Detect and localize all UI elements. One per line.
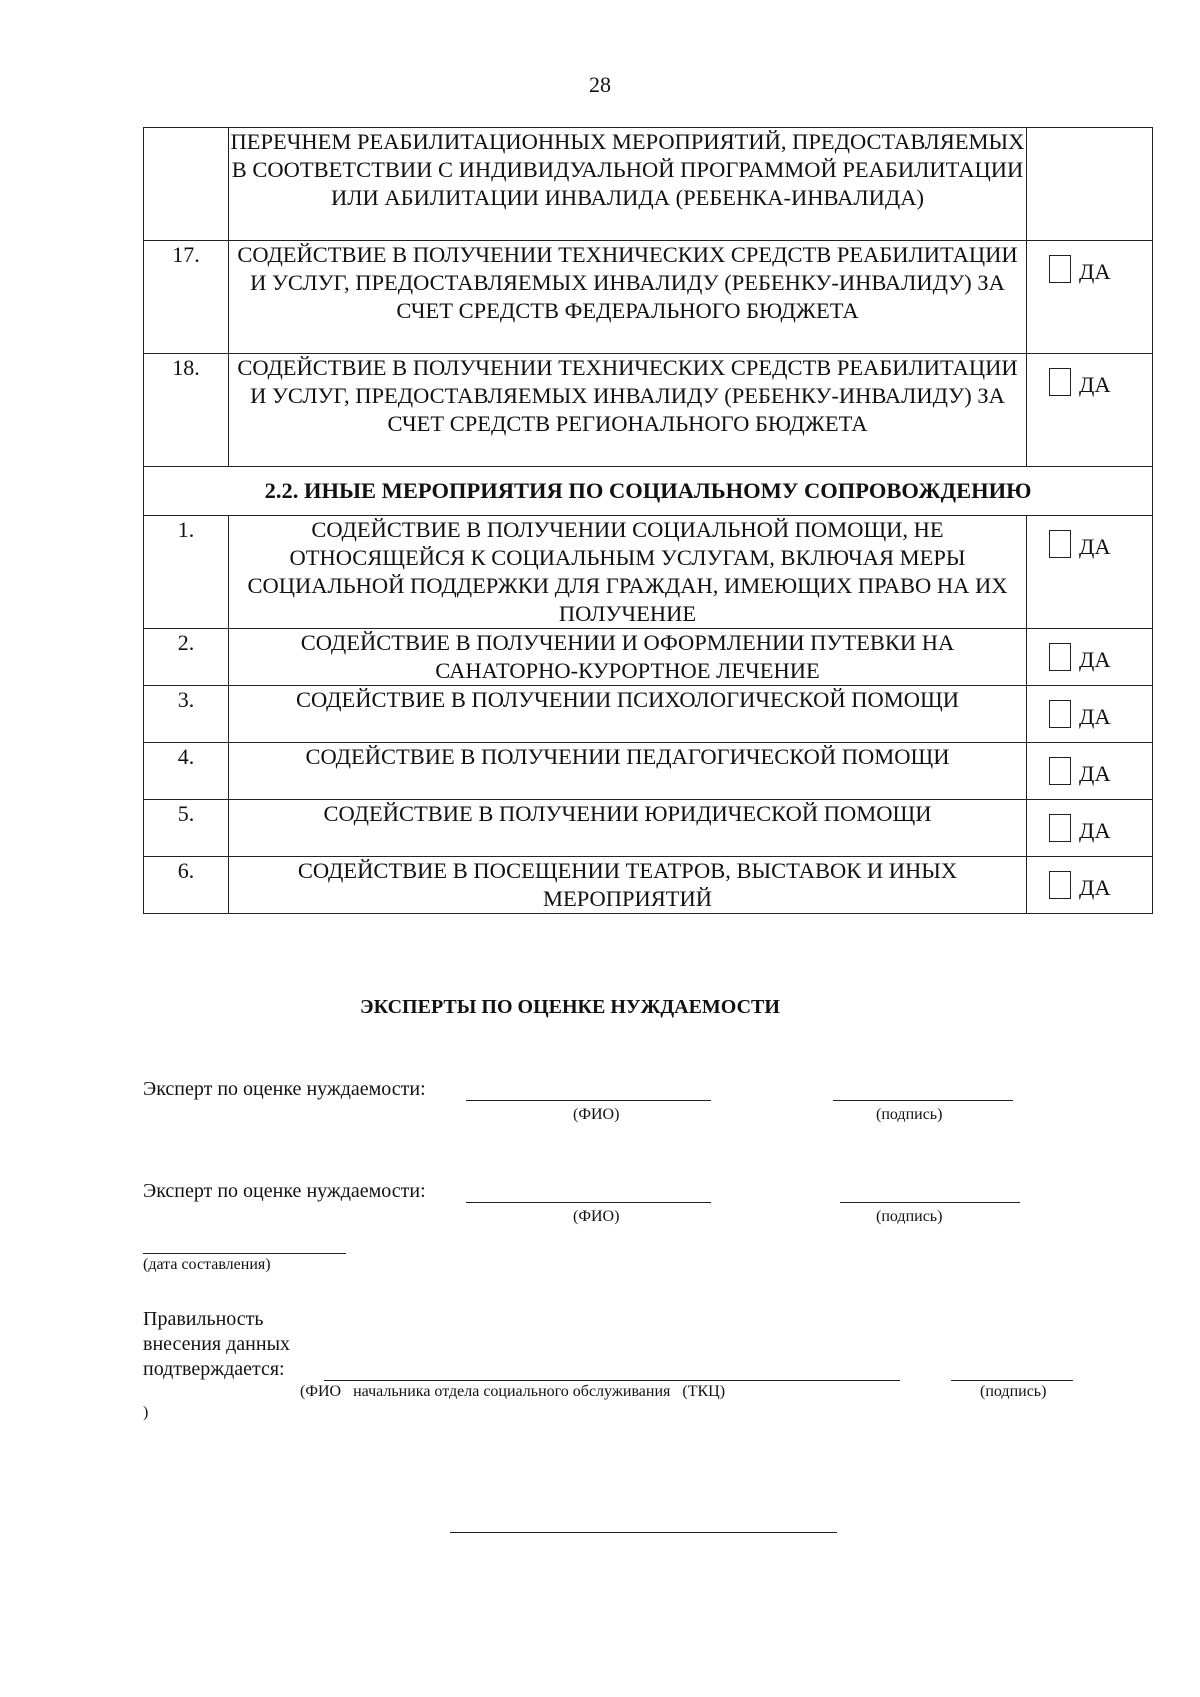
fio-caption-2: (ФИО) [573, 1208, 620, 1225]
yes-label: ДА [1079, 372, 1111, 397]
row-text: ПЕРЕЧНЕМ РЕАБИЛИТАЦИОННЫХ МЕРОПРИЯТИЙ, ПРЕДОСТАВЛЯЕМЫХ В СООТВЕТСТВИИ С ИНДИВИДУАЛЬНОЙ ПРОГРАММОЙ РЕАБИЛИТАЦИИ ИЛИ АБИЛИТАЦИИ ИНВАЛИДА (РЕБЕНКА-ИНВАЛИДА) [229, 128, 1027, 241]
row-text: СОДЕЙСТВИЕ В ПОЛУЧЕНИИ ПЕДАГОГИЧЕСКОЙ ПОМОЩИ [229, 743, 1027, 800]
yes-label: ДА [1079, 875, 1111, 900]
row-text: СОДЕЙСТВИЕ В ПОЛУЧЕНИИ ТЕХНИЧЕСКИХ СРЕДСТВ РЕАБИЛИТАЦИИ И УСЛУГ, ПРЕДОСТАВЛЯЕМЫХ ИНВАЛИДУ (РЕБЕНКУ-ИНВАЛИДУ) ЗА СЧЕТ СРЕДСТВ ФЕДЕРАЛЬНОГО БЮДЖЕТА [229, 241, 1027, 354]
date-caption: (дата составления) [143, 1256, 271, 1273]
row-number: 3. [144, 686, 229, 743]
yes-label: ДА [1079, 761, 1111, 786]
checkbox[interactable] [1049, 368, 1071, 396]
closing-paren: ) [143, 1404, 149, 1421]
table-row [144, 743, 1153, 800]
expert-label-2: Эксперт по оценке нуждаемости: [143, 1180, 426, 1202]
yes-label: ДА [1079, 818, 1111, 843]
checkbox[interactable] [1049, 814, 1071, 842]
table-row [144, 241, 1153, 354]
row-number: 18. [144, 354, 229, 467]
signature-line-1[interactable] [833, 1100, 1013, 1101]
chief-signature-caption: (подпись) [980, 1383, 1047, 1400]
date-line[interactable] [143, 1253, 346, 1254]
fio-caption-1: (ФИО) [573, 1106, 620, 1123]
empty-cell [1027, 128, 1153, 241]
chief-caption: (ФИО начальника отдела социального обслуживания (ТКЦ) [300, 1383, 726, 1400]
chief-signature-line[interactable] [951, 1380, 1073, 1381]
chief-fio-line[interactable] [324, 1380, 900, 1381]
signature-line-2[interactable] [840, 1202, 1020, 1203]
row-text: СОДЕЙСТВИЕ В ПОЛУЧЕНИИ ЮРИДИЧЕСКОЙ ПОМОЩИ [229, 800, 1027, 857]
table-row [144, 857, 1153, 914]
checkbox[interactable] [1049, 757, 1071, 785]
signature-caption-1: (подпись) [876, 1106, 943, 1123]
checkbox[interactable] [1049, 530, 1071, 558]
experts-title: ЭКСПЕРТЫ ПО ОЦЕНКЕ НУЖДАЕМОСТИ [360, 996, 780, 1018]
table-row [144, 516, 1153, 629]
yes-label: ДА [1079, 704, 1111, 729]
row-number: 5. [144, 800, 229, 857]
yes-label: ДА [1079, 534, 1111, 559]
services-table [143, 127, 1153, 914]
page-number: 28 [589, 72, 611, 97]
bottom-separator [450, 1532, 837, 1533]
row-number: 2. [144, 629, 229, 686]
row-number: 17. [144, 241, 229, 354]
signature-caption-2: (подпись) [876, 1208, 943, 1225]
row-number: 4. [144, 743, 229, 800]
confirm-line-2: внесения данных [143, 1333, 291, 1355]
row-text: СОДЕЙСТВИЕ В ПОЛУЧЕНИИ И ОФОРМЛЕНИИ ПУТЕВКИ НА САНАТОРНО-КУРОРТНОЕ ЛЕЧЕНИЕ [229, 629, 1027, 686]
section-row [144, 467, 1153, 516]
checkbox[interactable] [1049, 643, 1071, 671]
fio-line-2[interactable] [466, 1202, 711, 1203]
table-row [144, 354, 1153, 467]
section-title: 2.2. ИНЫЕ МЕРОПРИЯТИЯ ПО СОЦИАЛЬНОМУ СОПРОВОЖДЕНИЮ [144, 467, 1153, 516]
table-row [144, 629, 1153, 686]
row-text: СОДЕЙСТВИЕ В ПОЛУЧЕНИИ СОЦИАЛЬНОЙ ПОМОЩИ, НЕ ОТНОСЯЩЕЙСЯ К СОЦИАЛЬНЫМ УСЛУГАМ, ВКЛЮЧАЯ МЕРЫ СОЦИАЛЬНОЙ ПОДДЕРЖКИ ДЛЯ ГРАЖДАН, ИМЕЮЩИХ ПРАВО НА ИХ ПОЛУЧЕНИЕ [229, 516, 1027, 629]
checkbox[interactable] [1049, 871, 1071, 899]
row-text: СОДЕЙСТВИЕ В ПОЛУЧЕНИИ ПСИХОЛОГИЧЕСКОЙ ПОМОЩИ [229, 686, 1027, 743]
checkbox[interactable] [1049, 700, 1071, 728]
yes-label: ДА [1079, 259, 1111, 284]
table-row [144, 686, 1153, 743]
row-number: 1. [144, 516, 229, 629]
yes-label: ДА [1079, 647, 1111, 672]
table-row [144, 128, 1153, 241]
confirm-line-1: Правильность [143, 1308, 264, 1330]
fio-line-1[interactable] [466, 1100, 711, 1101]
row-text: СОДЕЙСТВИЕ В ПОЛУЧЕНИИ ТЕХНИЧЕСКИХ СРЕДСТВ РЕАБИЛИТАЦИИ И УСЛУГ, ПРЕДОСТАВЛЯЕМЫХ ИНВАЛИДУ (РЕБЕНКУ-ИНВАЛИДУ) ЗА СЧЕТ СРЕДСТВ РЕГИОНАЛЬНОГО БЮДЖЕТА [229, 354, 1027, 467]
checkbox[interactable] [1049, 255, 1071, 283]
row-number: 6. [144, 857, 229, 914]
confirm-line-3: подтверждается: [143, 1358, 285, 1380]
expert-label-1: Эксперт по оценке нуждаемости: [143, 1078, 426, 1100]
row-text: СОДЕЙСТВИЕ В ПОСЕЩЕНИИ ТЕАТРОВ, ВЫСТАВОК И ИНЫХ МЕРОПРИЯТИЙ [229, 857, 1027, 914]
table-row [144, 800, 1153, 857]
row-number [144, 128, 229, 241]
